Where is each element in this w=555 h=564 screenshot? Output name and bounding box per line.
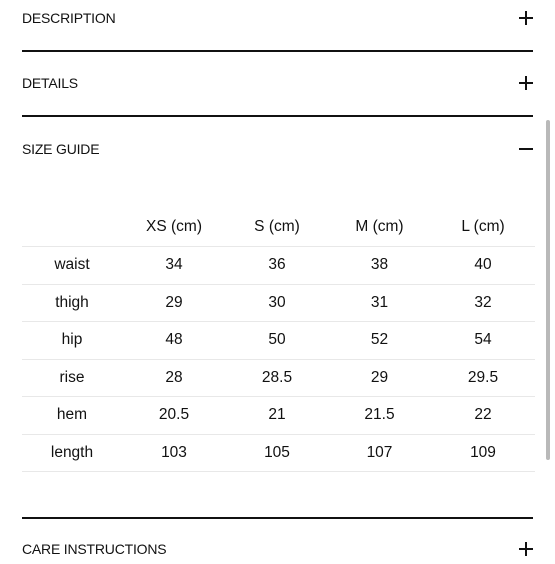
column-header-xs: XS (cm)	[146, 218, 202, 235]
size-guide-title: SIZE GUIDE	[22, 141, 100, 157]
table-cell: 28.5	[261, 368, 293, 386]
table-cell: 29	[370, 368, 389, 386]
table-cell: 38	[370, 256, 389, 274]
plus-icon[interactable]	[519, 11, 533, 25]
table-cell: 50	[268, 331, 286, 349]
table-cell: 30	[268, 293, 286, 311]
table-cell: 52	[370, 331, 389, 349]
table-cell: 54	[474, 331, 492, 349]
table-cell: 103	[161, 443, 187, 461]
plus-icon[interactable]	[519, 542, 533, 556]
table-row	[22, 284, 535, 322]
row-label: thigh	[55, 293, 89, 311]
accordion-size-guide-header[interactable]	[22, 134, 533, 164]
row-label: hem	[56, 406, 88, 424]
care-instructions-title: CARE INSTRUCTIONS	[22, 541, 167, 557]
section-divider	[22, 517, 533, 519]
accordion-details-header[interactable]	[22, 68, 533, 98]
table-cell: 36	[268, 256, 286, 274]
row-label: hip	[61, 331, 83, 349]
row-label: length	[50, 443, 94, 461]
size-guide-table	[22, 208, 535, 472]
minus-icon[interactable]	[519, 142, 533, 156]
table-row	[22, 434, 535, 472]
column-header	[22, 208, 122, 247]
table-cell: 105	[264, 443, 290, 461]
scrollbar-thumb[interactable]	[546, 120, 550, 460]
details-title: DETAILS	[22, 75, 78, 91]
table-row	[22, 359, 535, 397]
size-table-header-row	[22, 208, 535, 247]
table-cell: 20.5	[158, 406, 190, 424]
table-row	[22, 397, 535, 435]
table-cell: 21	[268, 406, 286, 424]
accordion-care-instructions-header[interactable]	[22, 534, 533, 564]
table-cell: 48	[165, 331, 183, 349]
column-header-m: M (cm)	[355, 218, 404, 235]
table-cell: 22	[474, 406, 492, 424]
row-label: waist	[54, 256, 90, 274]
table-row	[22, 247, 535, 285]
description-title: DESCRIPTION	[22, 10, 116, 26]
column-header-s: S (cm)	[254, 218, 300, 235]
column-header-l: L (cm)	[461, 218, 505, 235]
section-divider	[22, 115, 533, 117]
table-cell: 29	[165, 293, 183, 311]
table-cell: 40	[474, 256, 492, 274]
table-cell: 21.5	[364, 406, 395, 424]
table-cell: 29.5	[467, 368, 499, 386]
accordion-description-header[interactable]	[22, 3, 533, 33]
table-row	[22, 322, 535, 360]
table-cell: 34	[165, 256, 183, 274]
table-cell: 107	[366, 443, 393, 461]
table-cell: 28	[165, 368, 183, 386]
table-cell: 31	[370, 293, 389, 311]
section-divider	[22, 50, 533, 52]
table-cell: 109	[470, 443, 496, 461]
plus-icon[interactable]	[519, 76, 533, 90]
table-cell: 32	[474, 293, 492, 311]
row-label: rise	[59, 368, 85, 386]
